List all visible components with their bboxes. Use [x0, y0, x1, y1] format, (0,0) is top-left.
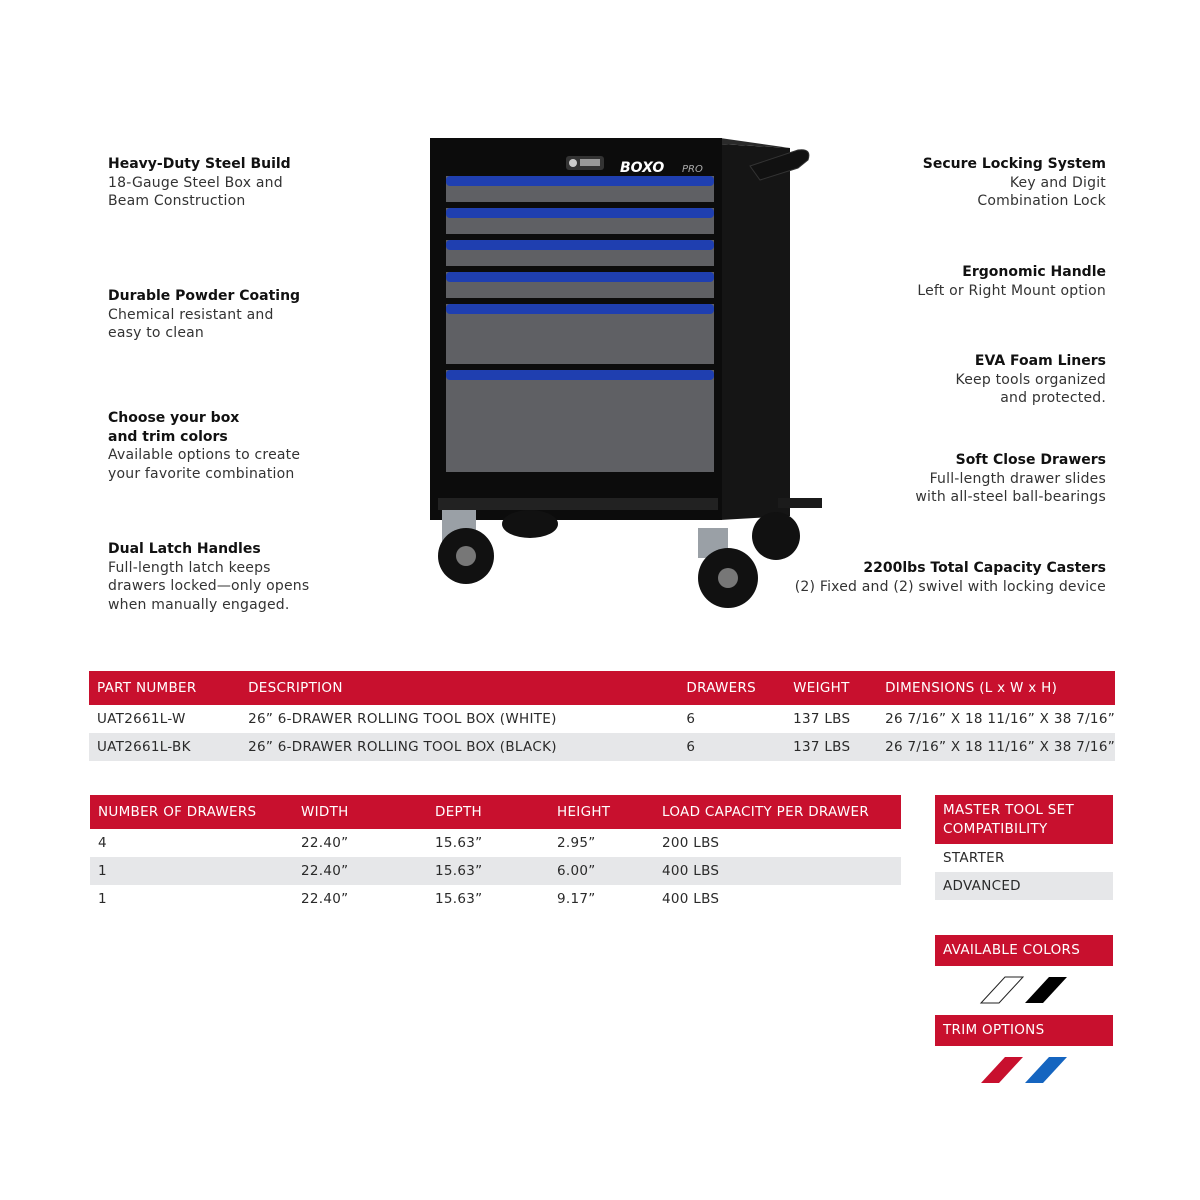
col-header: WEIGHT: [785, 671, 877, 705]
col-header: DEPTH: [427, 795, 549, 829]
feature-title: Ergonomic Handle: [962, 264, 1106, 280]
compatibility-box: [935, 795, 1113, 900]
cell-part-number: UAT2661L-BK: [89, 733, 240, 761]
brand-logo-suffix: PRO: [682, 164, 703, 175]
swatch-red: [981, 1057, 1023, 1083]
feature-box-trim-colors: [108, 409, 300, 483]
brand-logo: BOXO: [620, 160, 665, 176]
cell-width: 22.40”: [301, 835, 349, 851]
drawer-trim-handle: [446, 208, 714, 218]
feature-title: Soft Close Drawers: [955, 452, 1106, 468]
cell-width: 22.40”: [293, 857, 427, 885]
col-header: NUMBER OF DRAWERS: [90, 795, 293, 829]
drawer: [446, 370, 714, 472]
feature-title: EVA Foam Liners: [974, 353, 1106, 369]
feature-desc-line: Available options to create: [108, 447, 301, 463]
cell-width: 22.40”: [301, 891, 349, 907]
trim-options-box: [935, 1015, 1113, 1046]
table-row: [89, 705, 1115, 733]
feature-title-line2: and trim colors: [108, 428, 228, 445]
table-row: [90, 857, 901, 885]
feature-desc-line: Keep tools organized: [955, 371, 1106, 388]
feature-desc-line: when manually engaged.: [108, 596, 290, 613]
feature-title: Heavy-Duty Steel Build: [108, 156, 291, 172]
drawer: [446, 208, 714, 234]
table-row: [89, 733, 1115, 761]
feature-secure-locking: [923, 155, 1106, 211]
available-colors-box: [935, 935, 1113, 966]
feature-desc-line: 18-Gauge Steel Box and: [108, 174, 283, 191]
cell-depth: 15.63”: [427, 857, 549, 885]
drawer-spec-table: [90, 795, 901, 913]
drawer-trim-handle: [446, 304, 714, 314]
trim-swatches: [935, 1053, 1113, 1093]
feature-dual-latch: [108, 540, 309, 614]
cell-weight: 137 LBS: [793, 711, 851, 727]
cell-description: 26” 6-DRAWER ROLLING TOOL BOX (WHITE): [248, 711, 557, 727]
drawer-trim-handle: [446, 272, 714, 282]
cell-count: 4: [98, 835, 107, 851]
drawer: [446, 176, 714, 202]
part-number-table: [89, 671, 1115, 761]
col-header: DESCRIPTION: [240, 671, 678, 705]
cell-depth: 15.63”: [435, 891, 483, 907]
drawer: [446, 272, 714, 298]
drawer-trim-handle: [446, 240, 714, 250]
feature-desc-line: Combination Lock: [977, 193, 1106, 209]
feature-eva-foam: [956, 352, 1106, 408]
drawer: [446, 304, 714, 364]
cell-height: 2.95”: [557, 835, 596, 851]
feature-powder-coating: [108, 287, 300, 343]
cell-drawers: 6: [678, 733, 785, 761]
compatibility-item: ADVANCED: [935, 872, 1113, 900]
toolbox-illustration: [420, 128, 830, 618]
compatibility-header: MASTER TOOL SET COMPATIBILITY: [935, 795, 1113, 844]
cell-depth: 15.63”: [435, 835, 483, 851]
feature-ergonomic-handle: [917, 263, 1106, 300]
feature-desc-line: Left or Right Mount option: [917, 282, 1106, 299]
col-header: PART NUMBER: [89, 671, 240, 705]
feature-title: Choose your box: [108, 410, 240, 426]
swatch-white: [981, 977, 1023, 1003]
cabinet-side-panel: [720, 144, 790, 520]
feature-title: 2200lbs Total Capacity Casters: [863, 560, 1106, 576]
col-header: DIMENSIONS (L x W x H): [877, 671, 1115, 705]
trim-options-header: TRIM OPTIONS: [935, 1015, 1113, 1046]
col-header: LOAD CAPACITY PER DRAWER: [654, 795, 901, 829]
col-header: DRAWERS: [678, 671, 785, 705]
feature-casters: [795, 559, 1106, 596]
drawer-trim-handle: [446, 176, 714, 186]
cell-description: 26” 6-DRAWER ROLLING TOOL BOX (BLACK): [240, 733, 678, 761]
cell-load: 400 LBS: [654, 857, 901, 885]
drawer-trim-handle: [446, 370, 714, 380]
feature-title: Durable Powder Coating: [108, 288, 301, 304]
table-row: [90, 829, 901, 857]
table-header-row: [89, 671, 1115, 705]
feature-title: Secure Locking System: [922, 156, 1106, 172]
feature-desc-line: Full-length latch keeps: [108, 559, 271, 576]
cell-dimensions: 26 7/16” X 18 11/16” X 38 7/16”: [877, 733, 1115, 761]
feature-heavy-duty-steel: [108, 155, 291, 211]
feature-desc-line: with all-steel ball-bearings: [915, 489, 1106, 505]
cell-height: 6.00”: [549, 857, 654, 885]
drawer: [446, 240, 714, 266]
cell-weight: 137 LBS: [785, 733, 877, 761]
cell-drawers: 6: [686, 711, 696, 727]
feature-desc-line: Beam Construction: [108, 193, 246, 209]
swatch-blue: [1025, 1057, 1067, 1083]
drawer-face: [446, 370, 714, 472]
cell-count: 1: [98, 891, 107, 907]
caster-front-left: [438, 510, 494, 584]
cell-dimensions: 26 7/16” X 18 11/16” X 38 7/16”: [885, 711, 1115, 727]
feature-soft-close: [915, 451, 1106, 507]
feature-desc-line: (2) Fixed and (2) swivel with locking device: [794, 578, 1106, 595]
compatibility-item: STARTER: [943, 850, 1005, 866]
feature-desc-line: Chemical resistant and: [108, 306, 274, 323]
cell-load: 400 LBS: [662, 891, 720, 907]
col-header: WIDTH: [293, 795, 427, 829]
table-header-row: [90, 795, 901, 829]
feature-desc-line: Key and Digit: [1009, 174, 1106, 191]
lock-icon: [566, 156, 604, 170]
cell-height: 9.17”: [557, 891, 596, 907]
drawer-stack: [446, 176, 714, 472]
available-colors-header: AVAILABLE COLORS: [935, 935, 1113, 966]
feature-desc-line: easy to clean: [108, 325, 204, 341]
feature-desc-line: your favorite combination: [108, 465, 295, 482]
table-row: [90, 885, 901, 913]
col-header: HEIGHT: [549, 795, 654, 829]
feature-title: Dual Latch Handles: [108, 541, 261, 557]
cabinet-base: [438, 498, 718, 510]
cell-load: 200 LBS: [662, 835, 720, 851]
feature-desc-line: and protected.: [1000, 390, 1106, 406]
feature-desc-line: drawers locked—only opens: [108, 578, 310, 594]
cell-count: 1: [90, 857, 293, 885]
caster-rear-left: [502, 510, 558, 538]
cell-part-number: UAT2661L-W: [97, 711, 186, 727]
color-swatches: [935, 973, 1113, 1013]
caster-front-right: [698, 528, 758, 608]
feature-desc-line: Full-length drawer slides: [929, 470, 1106, 487]
swatch-black: [1025, 977, 1067, 1003]
